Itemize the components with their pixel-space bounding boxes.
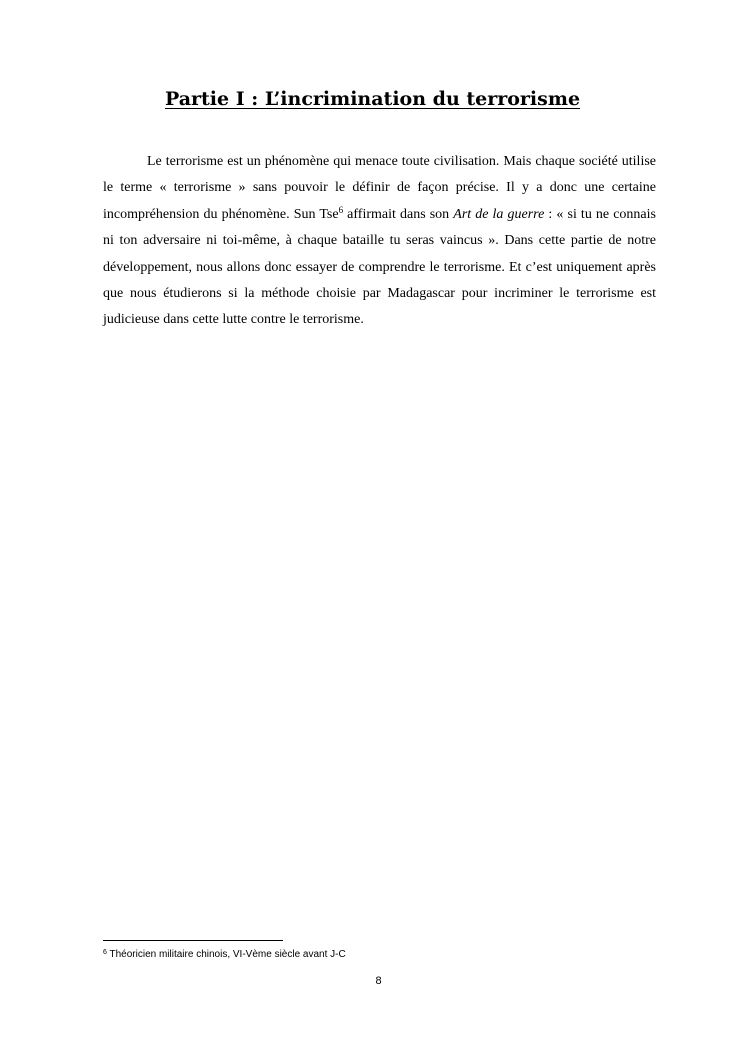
page-number: 8 [375, 975, 382, 987]
footnote-text: Théoricien militaire chinois, VI-Vème siècle avant J-C [106, 949, 346, 960]
paragraph-text-end: : « si tu ne connais ni ton adversaire ni toi-même, à chaque bataille tu seras vaincus ». Dans cette partie de notre développement, nous allons donc essayer de comprendre le terrorisme. Et c’est uniquement après que nous étudierons si la méthode choisie par Madagascar pour incriminer le terrorisme est judicieuse dans cette lutte contre le terrorisme. [103, 206, 656, 328]
footnote-number: 6 [103, 949, 107, 956]
footnote [103, 949, 346, 960]
body-paragraph [103, 149, 656, 334]
paragraph-text-start: Le terrorisme est un phénomène qui menace toute civilisation. Mais chaque société utilise le terme « terrorisme » sans pouvoir le définir de façon précise. Il y a donc une certaine incompréhension du phénomène. Sun Tse [103, 154, 656, 222]
page-title: Partie I : L’incrimination du terrorisme [164, 88, 581, 110]
paragraph-text-middle: affirmait dans son [343, 206, 454, 222]
footnote-reference: 6 [338, 204, 344, 215]
book-title: Art de la guerre [453, 206, 545, 222]
footnote-separator [103, 940, 283, 941]
